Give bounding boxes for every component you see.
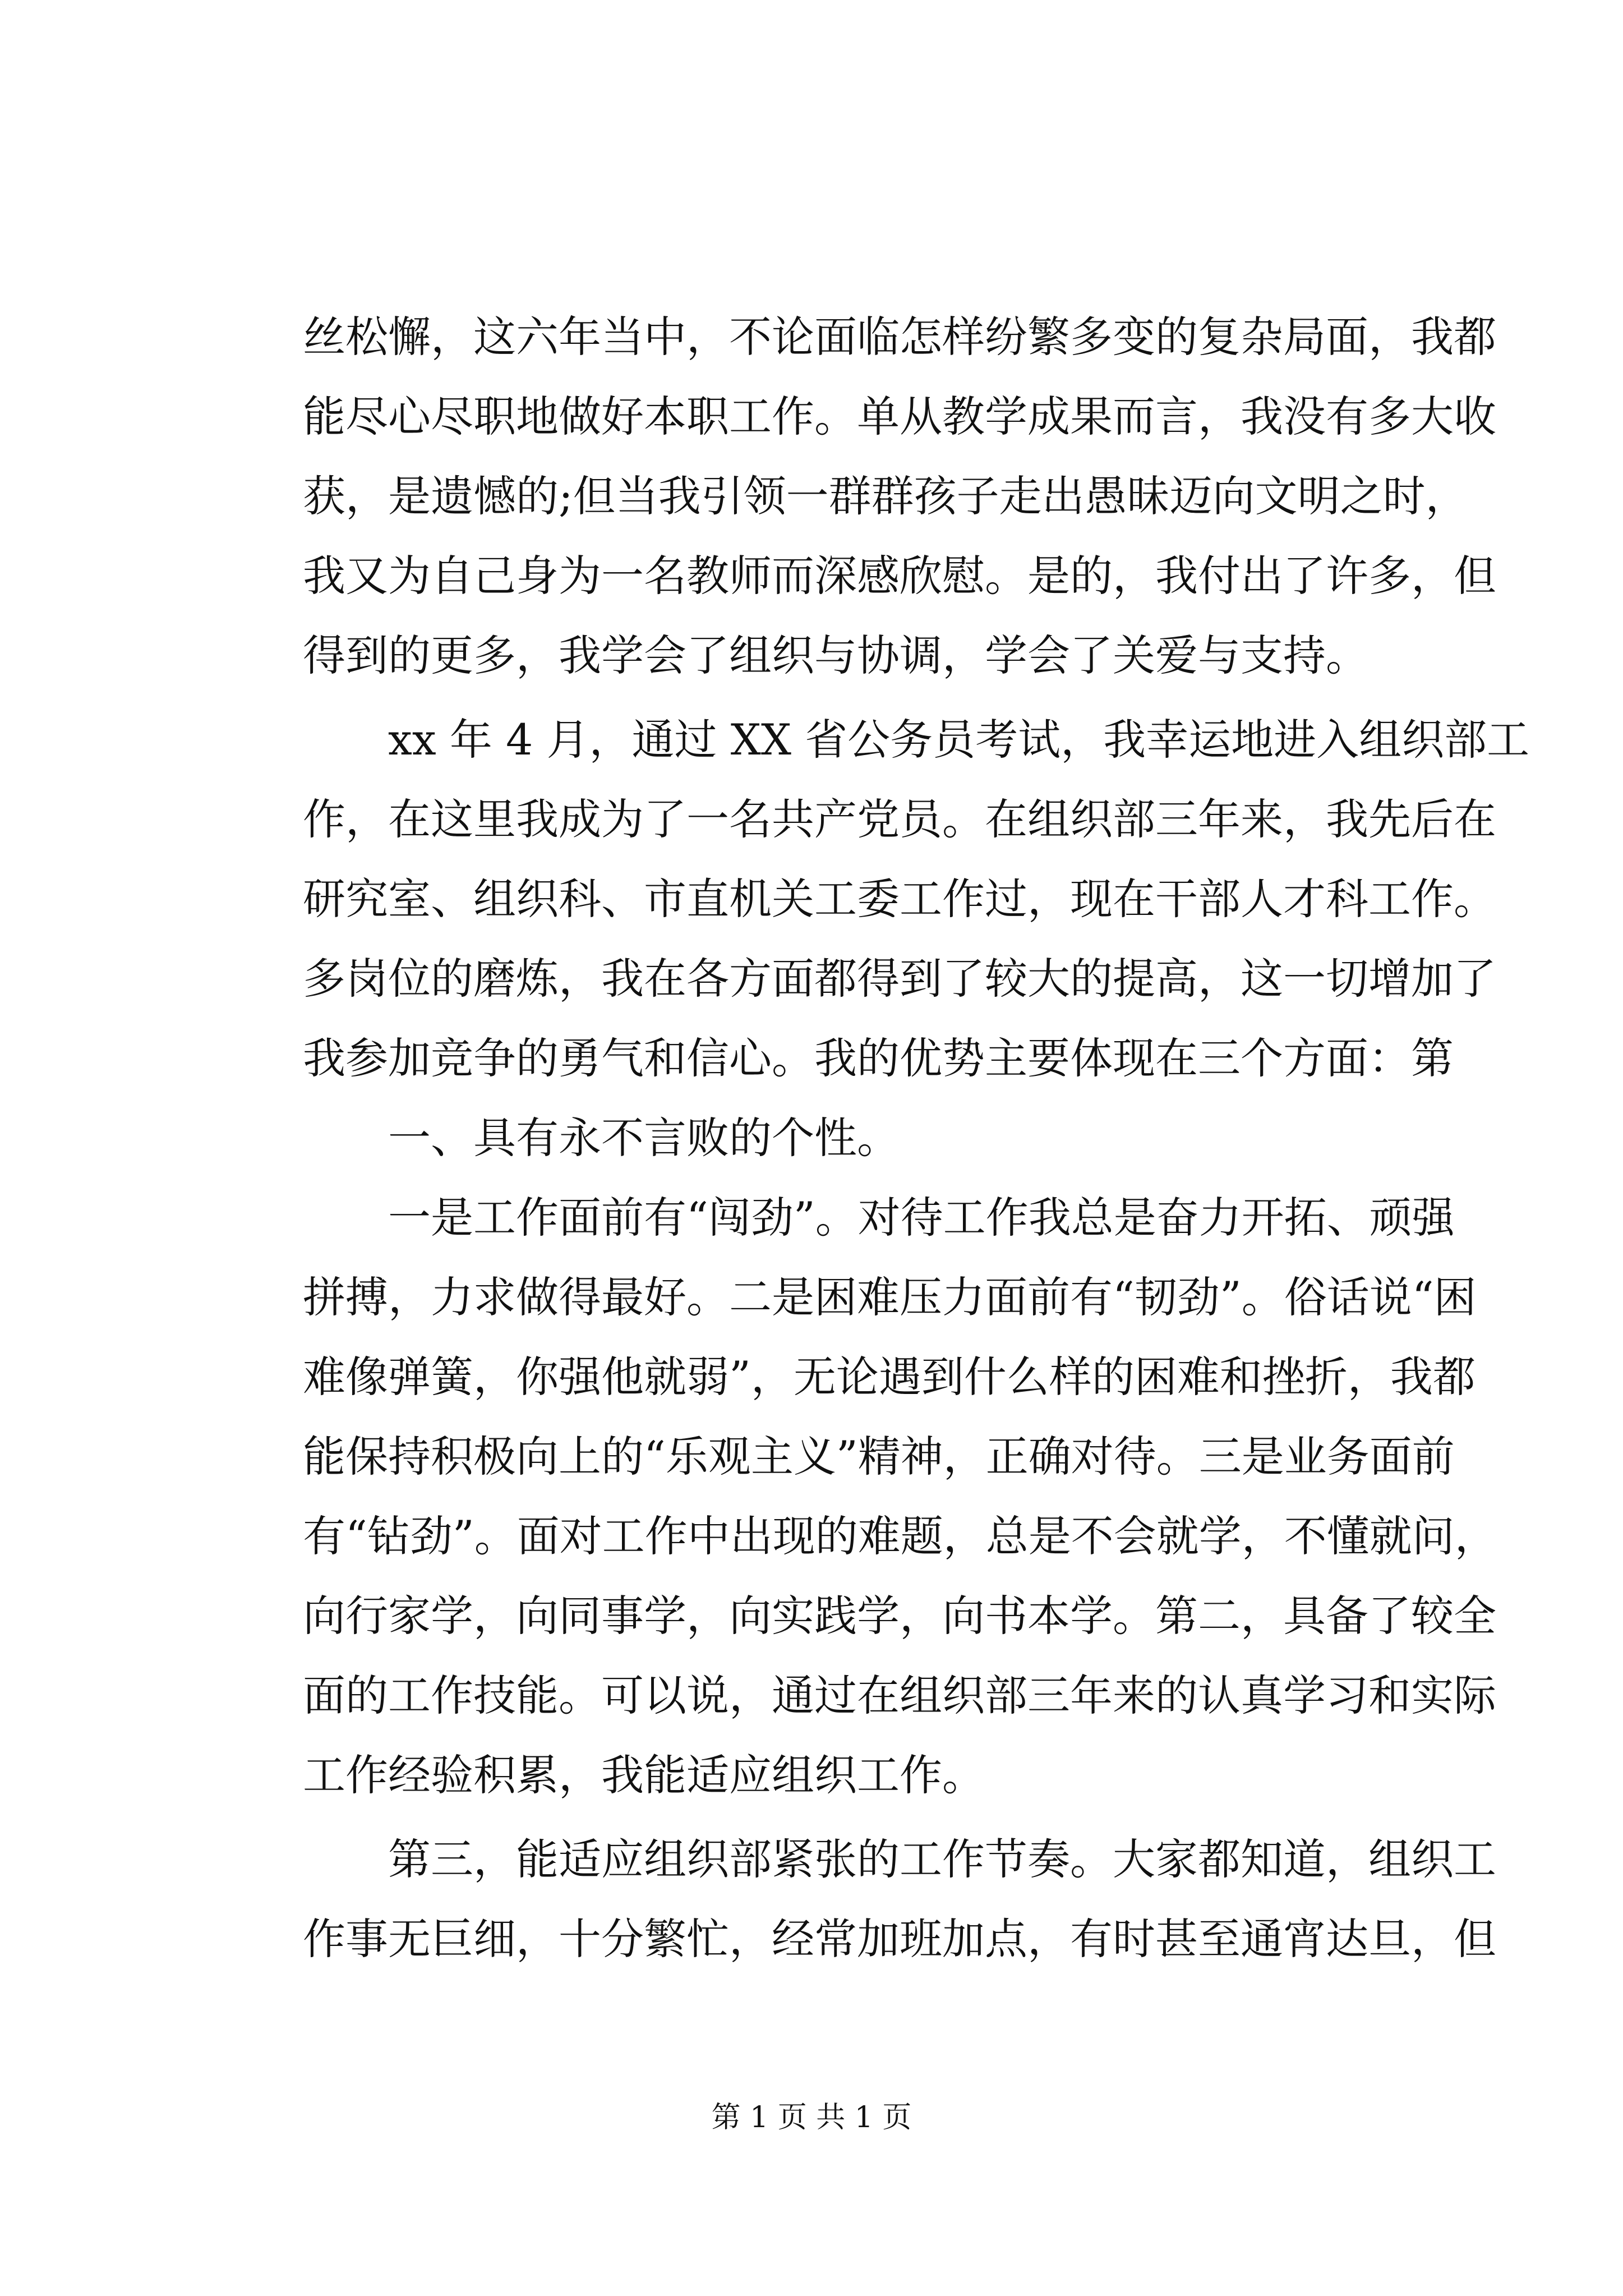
text-line: 工作经验积累，我能适应组织工作。 (303, 1750, 985, 1800)
text-line: 有“钻劲”。面对工作中出现的难题，总是不会就学，不懂就问， (303, 1511, 1497, 1561)
text-line: 作事无巨细，十分繁忙，经常加班加点，有时甚至通宵达旦，但 (303, 1914, 1496, 1964)
text-line: 面的工作技能。可以说，通过在组织部三年来的认真学习和实际 (303, 1671, 1496, 1720)
page-footer: 第 1 页 共 1 页 (711, 2101, 912, 2134)
paragraph-first-line: xx 年 4 月，通过 XX 省公务员考试，我幸运地进入组织部工 (388, 715, 1530, 765)
text-line: 丝松懈，这六年当中，不论面临怎样纷繁多变的复杂局面，我都 (303, 312, 1496, 362)
paragraph-first-line: 一是工作面前有“闯劲”。对待工作我总是奋力开拓、顽强 (388, 1193, 1455, 1243)
text-line: 拼搏，力求做得最好。二是困难压力面前有“韧劲”。俗话说“困 (303, 1272, 1477, 1322)
text-line: 得到的更多，我学会了组织与协调，学会了关爱与支持。 (303, 631, 1368, 680)
text-line: 我参加竞争的勇气和信心。我的优势主要体现在三个方面：第 (303, 1033, 1454, 1083)
text-line: 多岗位的磨炼，我在各方面都得到了较大的提高，这一切增加了 (303, 954, 1496, 1004)
paragraph-first-line: 第三，能适应组织部紧张的工作节奏。大家都知道，组织工 (388, 1834, 1496, 1884)
text-line: 作，在这里我成为了一名共产党员。在组织部三年来，我先后在 (303, 794, 1496, 844)
text-line: 向行家学，向同事学，向实践学，向书本学。第二，具备了较全 (303, 1591, 1496, 1641)
text-line: 能尽心尽职地做好本职工作。单从教学成果而言，我没有多大收 (303, 392, 1496, 441)
paragraph-first-line: 一、具有永不言败的个性。 (388, 1113, 900, 1163)
text-line: 获，是遗憾的;但当我引领一群群孩子走出愚昧迈向文明之时， (303, 471, 1468, 521)
text-line: 难像弹簧，你强他就弱”，无论遇到什么样的困难和挫折，我都 (303, 1352, 1476, 1402)
document-body (303, 297, 1530, 1979)
text-line: 能保持积极向上的“乐观主义”精神，正确对待。三是业务面前 (303, 1432, 1455, 1481)
text-line: 研究室、组织科、市直机关工委工作过，现在干部人才科工作。 (303, 874, 1496, 924)
text-line: 我又为自己身为一名教师而深感欣慰。是的，我付出了许多，但 (303, 551, 1496, 601)
